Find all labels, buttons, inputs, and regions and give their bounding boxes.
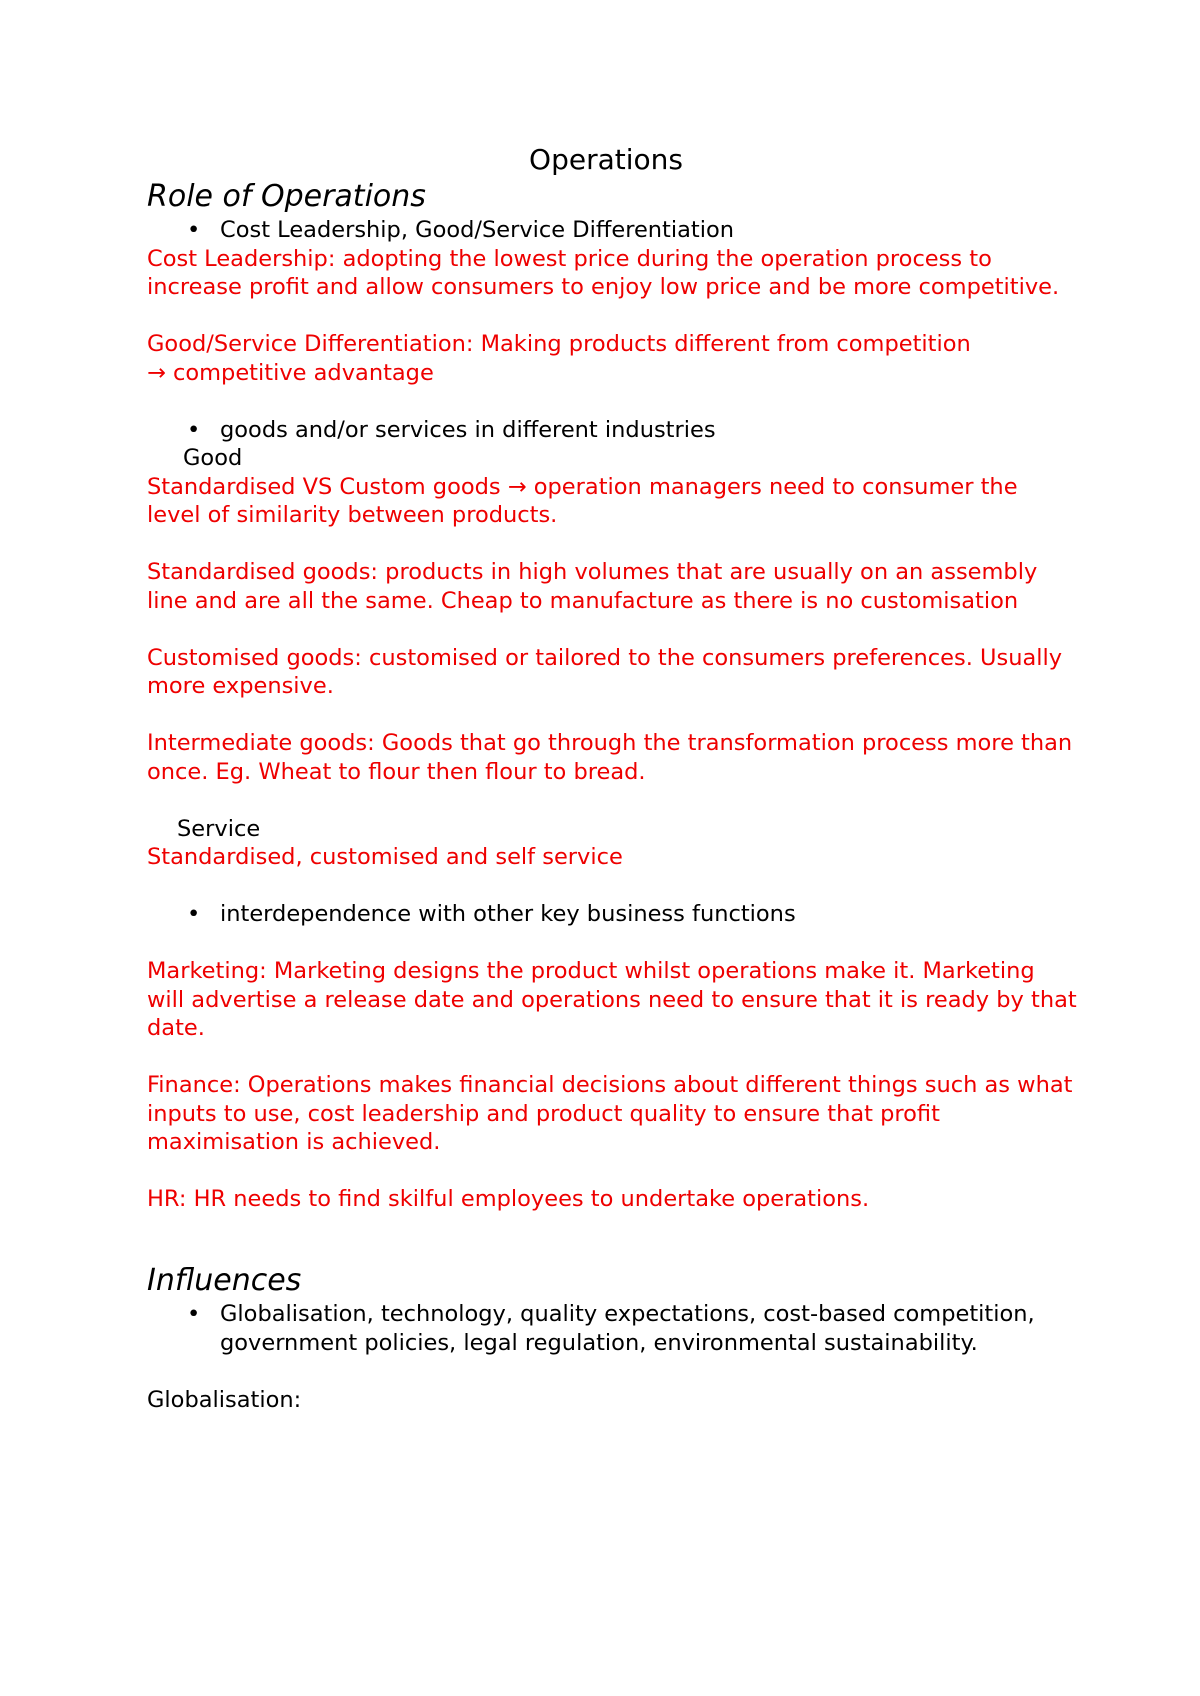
service-label: Service: [177, 815, 261, 842]
standardised-goods-paragraph: Standardised goods: products in high volumes that are usually on an assembly line and are all the same. Cheap to manufacture as there is no customisation: [147, 559, 1038, 614]
bullet-text: Globalisation, technology, quality expectations, cost-based competition, government policies, legal regulation, environmental sustainability.: [220, 1301, 1035, 1356]
customised-goods-paragraph: Customised goods: customised or tailored to the consumers preferences. Usually more expensive.: [147, 644, 1063, 699]
list-item: [147, 1300, 1077, 1357]
section-heading-influences: Influences: [147, 1263, 302, 1298]
finance-paragraph: Finance: Operations makes financial decisions about different things such as what inputs to use, cost leadership and product quality to ensure that profit maximisation is achieved.: [147, 1072, 1073, 1155]
bullet-icon: •: [187, 416, 201, 443]
hr-paragraph: HR: HR needs to find skilful employees to undertake operations.: [147, 1186, 870, 1212]
bullet-text: goods and/or services in different industries: [220, 416, 716, 443]
standardised-vs-custom-paragraph: Standardised VS Custom goods → operation managers need to consumer the level of similarity between products.: [147, 473, 1018, 528]
bullet-text: Cost Leadership, Good/Service Differentiation: [220, 217, 735, 243]
good-label: Good: [183, 445, 243, 471]
bullet-list: [147, 216, 1077, 245]
intermediate-goods-paragraph: Intermediate goods: Goods that go through the transformation process more than once. Eg. Wheat to flour then flour to bread.: [147, 730, 1073, 785]
document-title: Operations: [529, 143, 683, 176]
list-item: [147, 416, 1077, 445]
document-body: [147, 142, 1077, 1414]
globalisation-label: Globalisation:: [147, 1386, 302, 1413]
differentiation-line-1: Good/Service Differentiation: Making products different from competition: [147, 331, 971, 357]
bullet-list: [147, 900, 1077, 929]
differentiation-line-2: → competitive advantage: [147, 359, 434, 386]
cost-leadership-paragraph: Cost Leadership: adopting the lowest price during the operation process to increase profit and allow consumers to enjoy low price and be more competitive.: [147, 245, 1060, 300]
list-item: [147, 900, 1077, 929]
service-types-paragraph: Standardised, customised and self service: [147, 844, 623, 870]
bullet-list: [147, 1300, 1077, 1357]
marketing-paragraph: Marketing: Marketing designs the product whilst operations make it. Marketing will advertise a release date and operations need to ensure that it is ready by that date.: [147, 958, 1077, 1041]
bullet-icon: •: [187, 217, 201, 243]
bullet-icon: •: [187, 1301, 201, 1327]
section-heading-role-of-operations: Role of Operations: [147, 179, 426, 214]
bullet-icon: •: [187, 901, 201, 927]
bullet-text: interdependence with other key business functions: [220, 901, 796, 927]
bullet-list: [147, 416, 1077, 445]
list-item: [147, 216, 1077, 245]
